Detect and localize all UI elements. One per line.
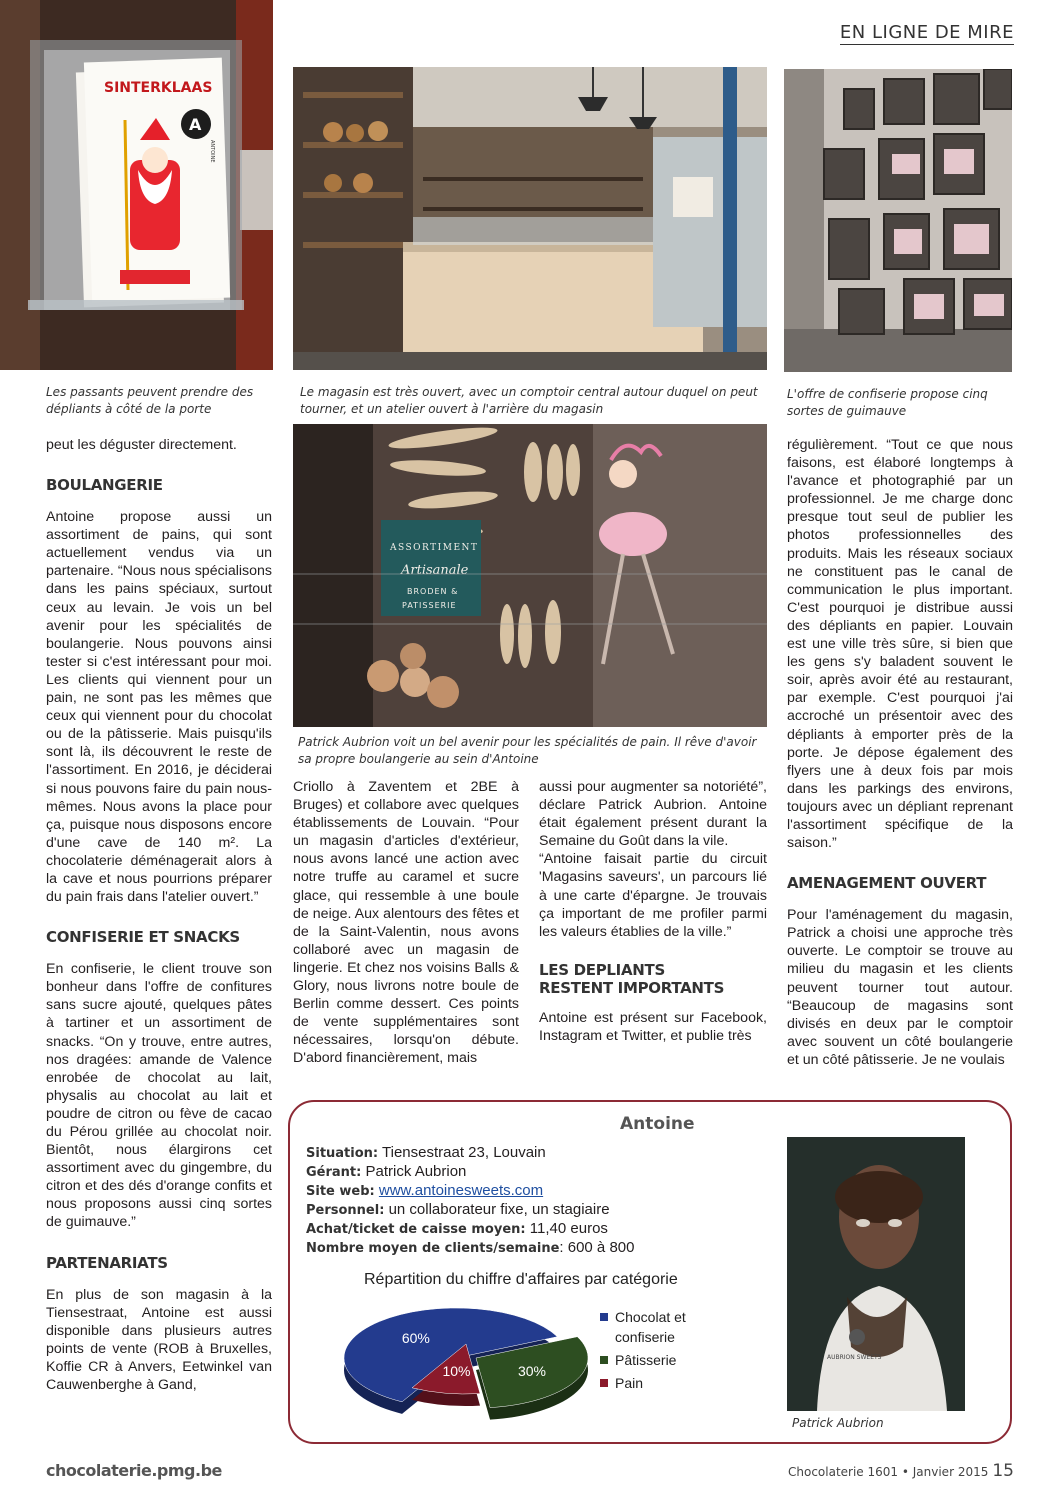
legend-label: Chocolat et confiserie — [615, 1309, 686, 1345]
section-tag: EN LIGNE DE MIRE — [839, 22, 1014, 43]
legend-item — [600, 1350, 715, 1370]
article-column-4 — [787, 436, 1013, 1069]
paragraph-confiserie: En confiserie, le client trouve son bonheur dans l'offre de confitures sans sucre ajouté, quelques pâtes à tartiner et un assortiment de snacks. “On y trouve, entre autres, nos dragées: amande de Valence enrobée de chocolat au lait, physalis au chocolat au lait et poudre de citron ou fève de cacao du Pérou grillée au chocolat noir. Bientôt, nous élargirons cet assortiment avec du gingembre, du citron et des dés d'orange confits et nous proposons aussi cinq sortes de guimauve.” — [46, 961, 272, 1231]
site-label: Site web: — [306, 1184, 375, 1199]
footer-issue — [788, 1461, 1014, 1481]
window-sign-line4: PATISSERIE — [402, 601, 457, 610]
factbox-achat — [306, 1220, 634, 1239]
clients-label: Nombre moyen de clients/semaine — [306, 1241, 560, 1256]
paragraph-col4-a: régulièrement. “Tout ce que nous faisons, est élaboré longtemps à l'avance et photographié par un professionnel. Je me charge donc presque tout seul de publier les photos professionnelles des produits. Mais les réseaux sociaux ne constituent pas le canal de communication le plus important. C'est pourquoi je distribue aussi des dépliants en papier. Louvain est une ville très sûre, si bien que les gens s'y baladent souvent le soir, après avoir été au restaurant, par exemple. C'est pourquoi j'ai accroché un présentoir avec des dépliants à emporter près de la porte. Je dépose également des flyers une à deux fois par mois dans les parkings des environs, toujours avec un dépliant reprenant l'assortiment spécifique de la saison.” — [787, 437, 1013, 852]
heading-amenagement: AMENAGEMENT OUVERT — [787, 874, 987, 893]
personnel-label: Personnel: — [306, 1203, 385, 1218]
page-number: 15 — [992, 1461, 1014, 1481]
situation-value: Tiensestraat 23, Louvain — [378, 1144, 546, 1161]
personnel-value: un collaborateur fixe, un stagiaire — [384, 1201, 610, 1218]
photo-confiserie-wall — [784, 69, 1012, 372]
legend-item — [600, 1307, 715, 1347]
legend-label: Pain — [615, 1375, 644, 1391]
chart-legend — [600, 1307, 715, 1396]
paragraph-partenariats: En plus de son magasin à la Tiensestraat, Antoine est aussi disponible dans plusieurs autres points de vente (ROB à Bruxelles, Koffie CR à Anvers, Eetwinkel van Cauwenberghe à Gand, — [46, 1286, 272, 1394]
achat-label: Achat/ticket de caisse moyen: — [306, 1222, 526, 1237]
paragraph-col3-b: “Antoine faisait partie du circuit 'Magasins saveurs', un parcours lié à une carte d'épargne. Je trouvais ça important de me profiler parmi les valeurs établies de la ville.” — [539, 851, 767, 940]
chart-title: Répartition du chiffre d'affaires par catégorie — [364, 1271, 678, 1288]
factbox-clients — [306, 1239, 634, 1258]
caption-center: Le magasin est très ouvert, avec un comptoir central autour duquel on peut tourner, et un atelier ouvert à l'arrière du magasin — [300, 385, 758, 416]
footer-site[interactable]: chocolaterie.pmg.be — [46, 1461, 222, 1480]
flyer-title: SINTERKLAAS — [104, 80, 213, 96]
clients-value: : 600 à 800 — [559, 1239, 635, 1256]
heading-partenariats: PARTENARIATS — [46, 1253, 168, 1272]
col1-intro: peut les déguster directement. — [46, 437, 237, 453]
article-column-2 — [293, 778, 519, 1068]
window-sign-line1: ASSORTIMENT — [390, 543, 479, 553]
legend-item — [600, 1373, 715, 1393]
photo-shop-interior — [293, 67, 767, 370]
situation-label: Situation: — [306, 1146, 379, 1161]
pie-data-label: 60% — [401, 1329, 430, 1346]
heading-confiserie: CONFISERIE ET SNACKS — [46, 928, 240, 947]
legend-swatch — [600, 1313, 608, 1321]
paragraph-col2: Criollo à Zaventem et 2BE à Bruges) et collabore avec quelques établissements de Louvain. “Pour un magasin d'articles d'extérieur, nous avons lancé une action avec notre truffe au caramel et sucre glace, qui ressemble à une boule de neige. Aux alentours des fêtes et de la Saint-Valentin, nous avons collaboré avec un magasin de lingerie. Et chez nos voisins Balls & Glory, nous livrons notre boule de Berlin comme dessert. Ces points de vente supplémentaires sont nécessaires, lorsqu'on débute. D'abord financièrement, mais — [293, 779, 519, 1067]
pie-data-label: 30% — [517, 1363, 547, 1380]
paragraph-col3-c: Antoine est présent sur Facebook, Instagram et Twitter, et publie très — [539, 1009, 767, 1044]
legend-label: Pâtisserie — [615, 1352, 677, 1368]
factbox-info — [306, 1144, 634, 1258]
heading-depliants-line1: LES DEPLIANTS — [539, 960, 665, 979]
factbox-situation — [306, 1144, 634, 1163]
heading-depliants-line2: RESTENT IMPORTANTS — [539, 978, 725, 997]
pie-data-label: 10% — [442, 1363, 471, 1380]
window-sign-line3: BRODEN & — [407, 587, 459, 596]
factbox — [288, 1100, 1012, 1444]
paragraph-col4-b: Pour l'aménagement du magasin, Patrick a choisi une approche très ouverte. Le comptoir se trouve au milieu du magasin et les clients peuvent tourner tout autour. “Beaucoup de magasins sont divisés en deux par le comptoir avec souvent un côté boulangerie et un côté pâtisserie. Je ne voulais — [787, 907, 1013, 1068]
caption-person: Patrick Aubrion — [792, 1416, 884, 1430]
caption-window: Patrick Aubrion voit un bel avenir pour les spécialités de pain. Il rêve d'avoir sa propre boulangerie au sein d'Antoine — [298, 735, 757, 766]
photo-bread-window — [293, 424, 767, 727]
gerant-label: Gérant: — [306, 1165, 362, 1180]
paragraph-boulangerie: Antoine propose aussi un assortiment de pains, qui sont actuellement vendus via un partenaire. “Nous nous spécialisons dans les pains spéciaux, surtout ceux au levain. Je vois un bel avenir pour les spécialités de boulangerie. Nous pouvons ainsi tester si c'est intéressant pour moi. Les clients qui viennent pour un pain, ne sont pas les mêmes que ceux qui viennent pour du chocolat ou de la pâtisserie. Mais puisqu'ils sont là, ils découvrent le reste de l'assortiment. En 2016, je déciderai si nous pouvons faire du pain nous-mêmes. Nous avons la place pour ça, puisque nous disposons encore d'une cave de 140 m². La chocolaterie déménagerait alors à la cave et nous pourrions préparer du pain frais dans l'atelier ouvert.” — [46, 509, 272, 906]
svg-text:A: A — [189, 115, 202, 134]
pie-chart — [340, 1292, 600, 1432]
photo-patrick-aubrion — [787, 1137, 965, 1411]
factbox-personnel — [306, 1201, 634, 1220]
chef-badge-text: AUBRION SWEETS — [827, 1354, 882, 1361]
heading-depliants — [539, 961, 767, 997]
gerant-value: Patrick Aubrion — [361, 1163, 467, 1180]
article-column-1 — [46, 436, 272, 1394]
window-sign-line2: Artisanale — [401, 563, 469, 578]
factbox-title: Antoine — [620, 1114, 695, 1134]
achat-value: 11,40 euros — [525, 1220, 608, 1237]
site-link[interactable]: www.antoinesweets.com — [378, 1182, 544, 1199]
flyer-brand: ANTOINE — [209, 140, 215, 163]
factbox-gerant — [306, 1163, 634, 1182]
photo-flyer-holder — [0, 0, 273, 370]
article-column-3 — [539, 778, 767, 1045]
caption-left: Les passants peuvent prendre des dépliants à côté de la porte — [46, 385, 254, 416]
footer-issue-text: Chocolaterie 1601 • Janvier 2015 — [788, 1465, 989, 1479]
caption-right: L'offre de confiserie propose cinq sortes de guimauve — [787, 387, 988, 418]
heading-boulangerie: BOULANGERIE — [46, 476, 163, 495]
legend-swatch — [600, 1356, 608, 1364]
paragraph-col3-a: aussi pour augmenter sa notoriété”, déclare Patrick Aubrion. Antoine était également présent durant la Semaine du Goût dans la vile. — [539, 779, 767, 850]
factbox-site — [306, 1182, 634, 1201]
legend-swatch — [600, 1379, 608, 1387]
